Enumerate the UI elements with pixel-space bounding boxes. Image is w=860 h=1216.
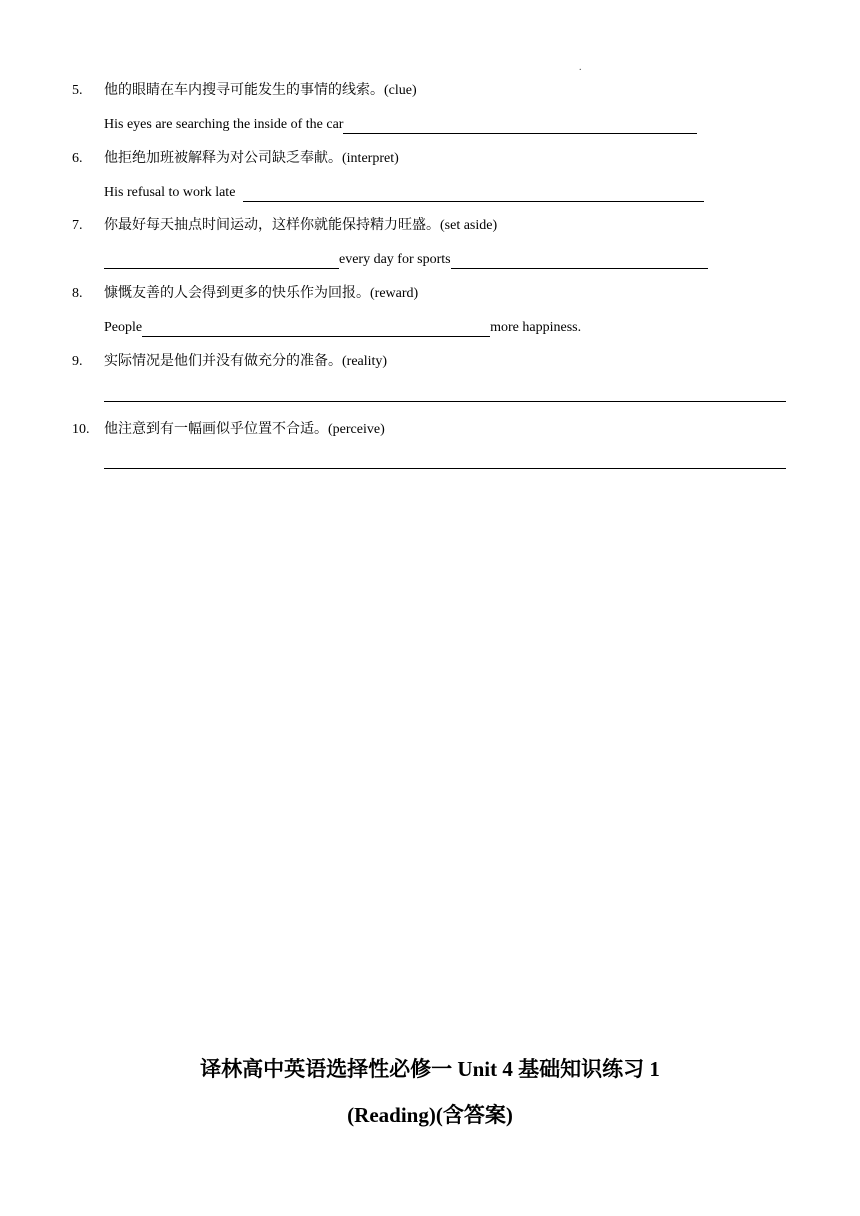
question-number: 8. xyxy=(72,286,83,301)
question-number: 5. xyxy=(72,83,83,98)
answer-blank[interactable] xyxy=(142,321,490,337)
answer-blank[interactable] xyxy=(451,253,708,269)
answer-line-6 xyxy=(104,184,704,202)
answer-blank[interactable] xyxy=(343,118,697,134)
answer-prefix: People xyxy=(104,320,143,335)
question-number: 10. xyxy=(72,422,90,437)
question-prompt: 他拒绝加班被解释为对公司缺乏奉献。(interpret) xyxy=(104,151,399,166)
answer-middle: more happiness. xyxy=(490,320,582,335)
answer-line-10[interactable] xyxy=(104,468,786,469)
question-number: 7. xyxy=(72,218,83,233)
answer-line-7 xyxy=(104,251,708,269)
document-title: 译林高中英语选择性必修一 Unit 4 基础知识练习 1 xyxy=(200,1057,660,1081)
question-prompt: 慷慨友善的人会得到更多的快乐作为回报。(reward) xyxy=(104,286,419,301)
document-subtitle: (Reading)(含答案) xyxy=(347,1103,513,1127)
question-prompt: 他注意到有一幅画似乎位置不合适。(perceive) xyxy=(104,422,385,437)
question-number: 9. xyxy=(72,354,83,369)
answer-prefix: His refusal to work late xyxy=(104,185,236,200)
question-prompt: 他的眼睛在车内搜寻可能发生的事情的线索。(clue) xyxy=(104,83,417,98)
question-number: 6. xyxy=(72,151,83,166)
question-prompt: 实际情况是他们并没有做充分的准备。(reality) xyxy=(104,354,388,369)
answer-prefix: His eyes are searching the inside of the car xyxy=(104,117,344,132)
answer-middle: every day for sports xyxy=(339,252,451,267)
question-prompt: 你最好每天抽点时间运动，这样你就能保持精力旺盛。(set aside) xyxy=(104,218,498,233)
answer-line-5 xyxy=(104,116,697,134)
answer-blank[interactable] xyxy=(243,186,704,202)
answer-line-8 xyxy=(104,319,581,337)
header-mark: . xyxy=(579,62,582,73)
answer-blank[interactable] xyxy=(104,253,339,269)
answer-line-9[interactable] xyxy=(104,401,786,402)
